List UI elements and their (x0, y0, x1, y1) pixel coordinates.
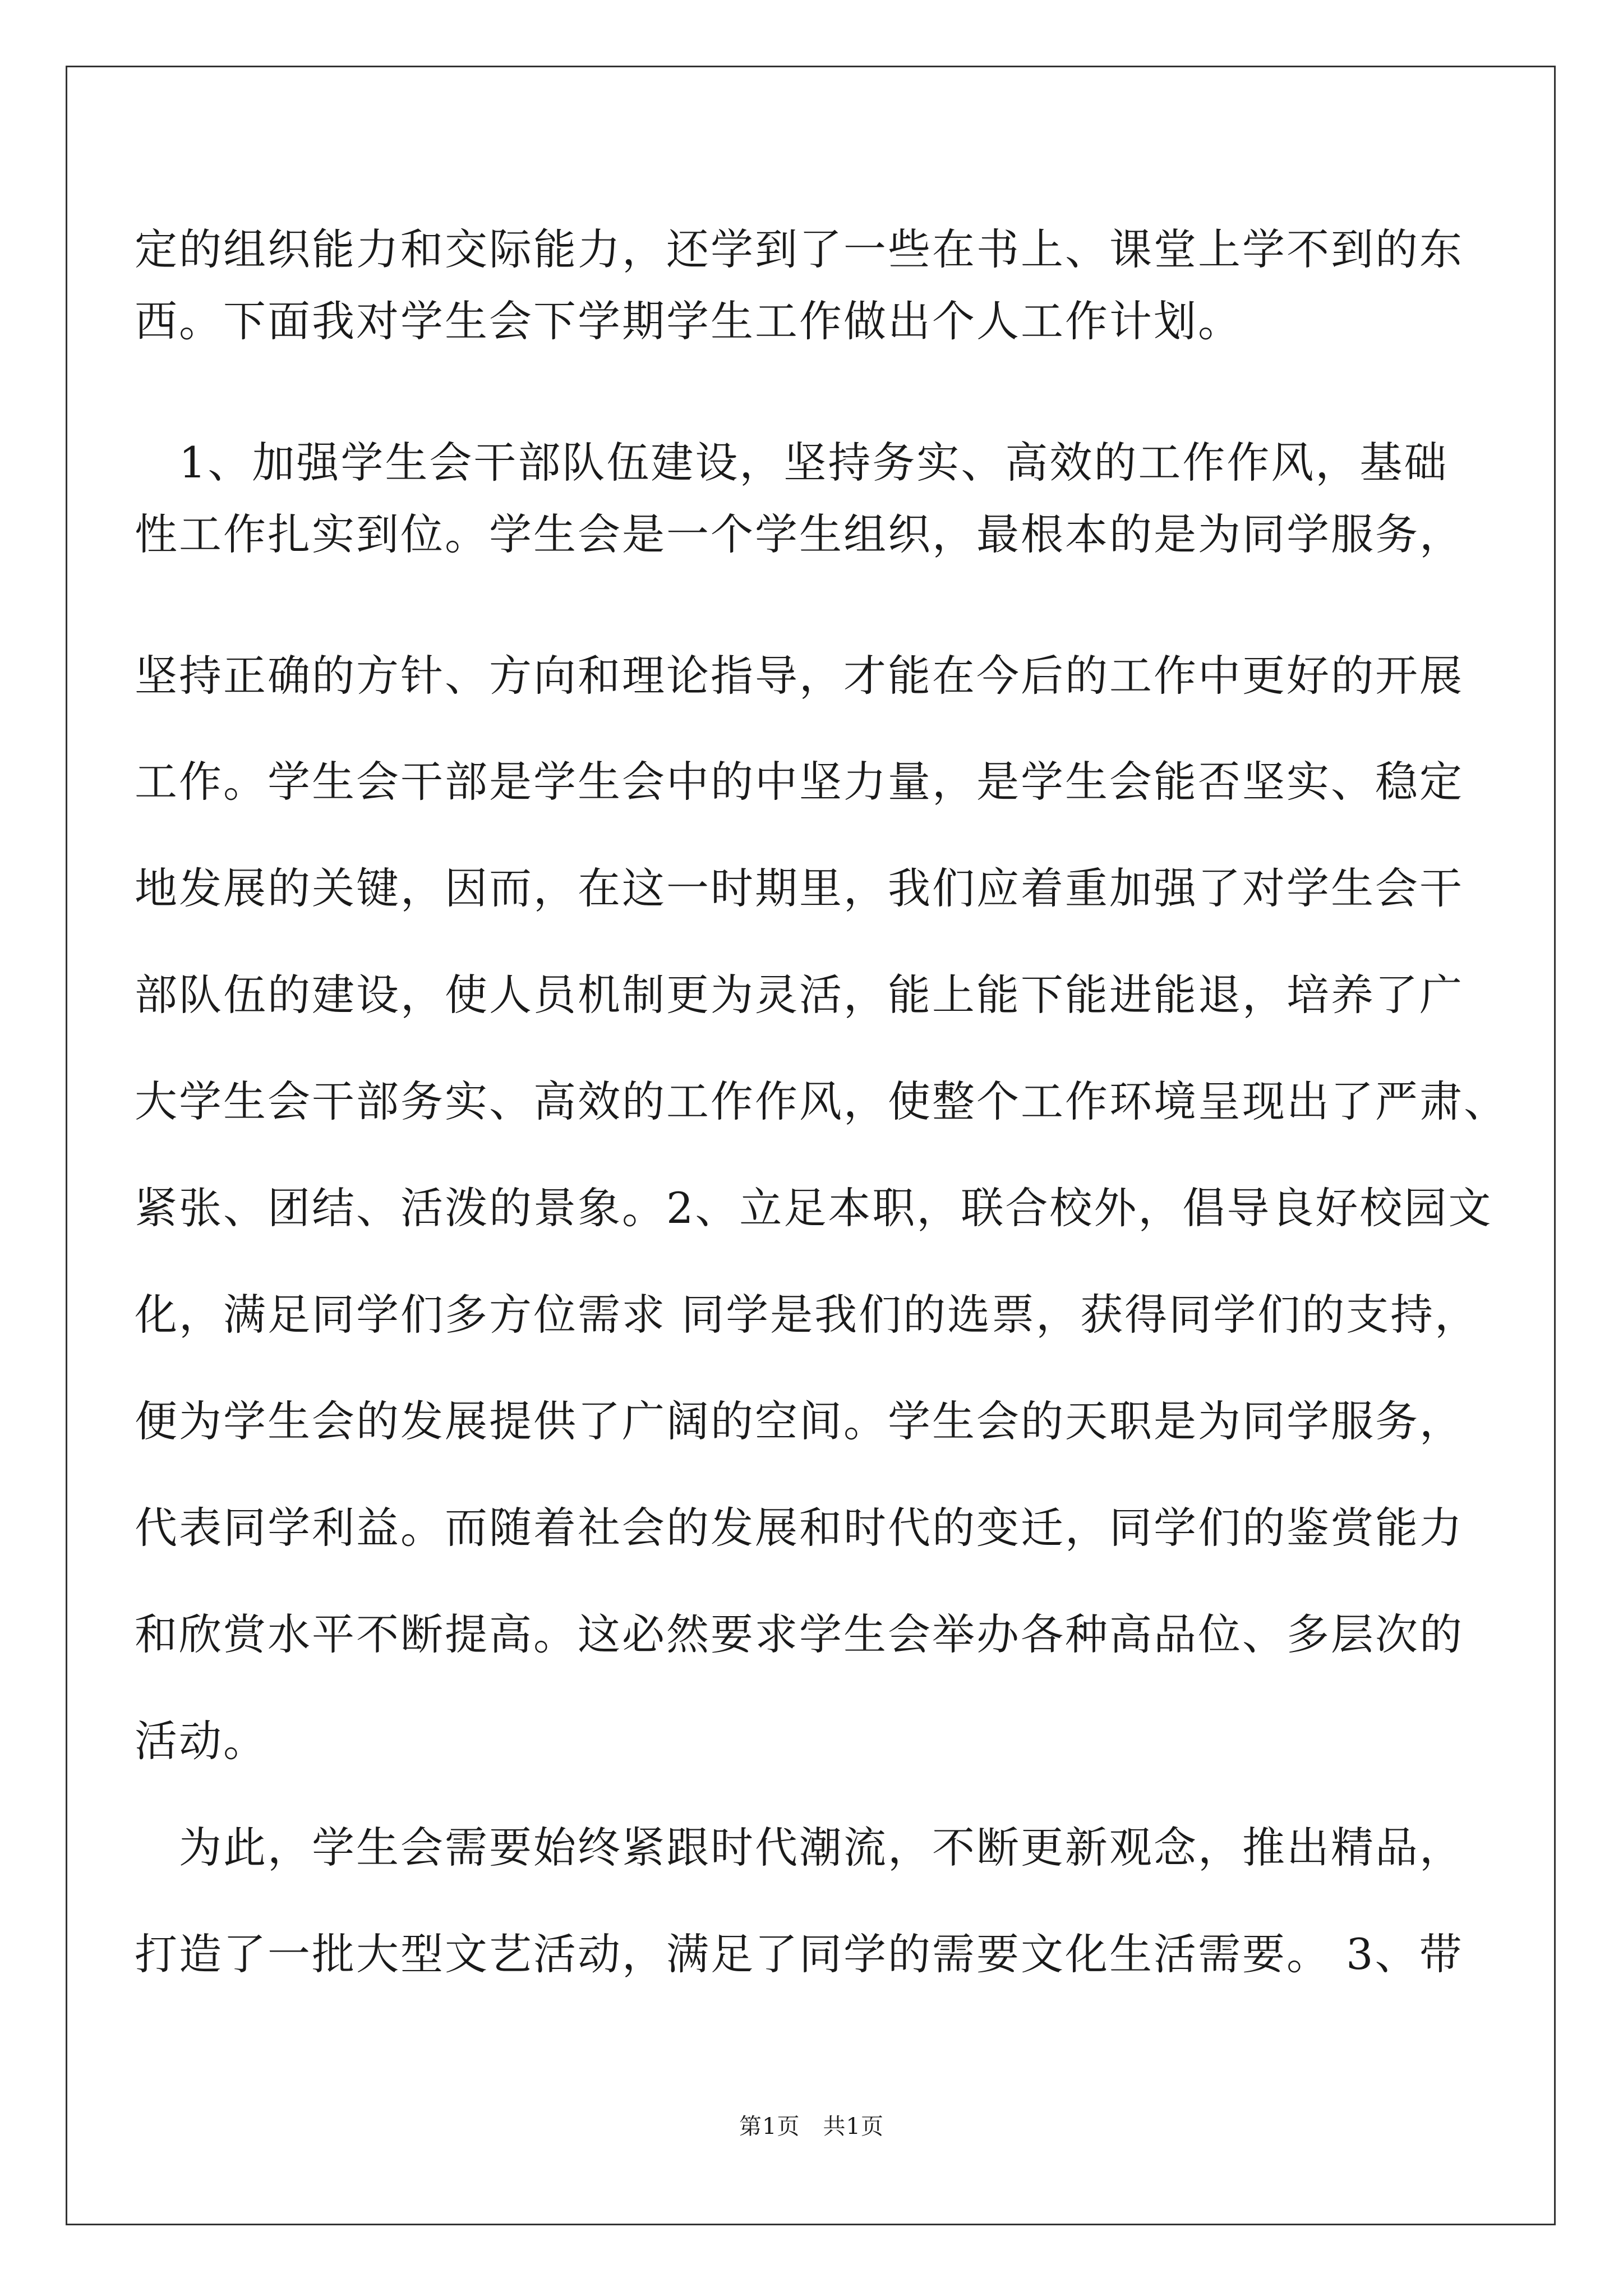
text-line: 大学生会干部务实、高效的工作作风，使整个工作环境呈现出了严肃、 (135, 1076, 1508, 1126)
text-line: 紧张、团结、活泼的景象。2、立足本职，联合校外，倡导良好校园文 (135, 1183, 1493, 1233)
text-line: 部队伍的建设，使人员机制更为灵活，能上能下能进能退，培养了广 (135, 970, 1464, 1020)
text-line: 和欣赏水平不断提高。这必然要求学生会举办各种高品位、多层次的 (135, 1609, 1464, 1659)
text-line: 地发展的关键，因而，在这一时期里，我们应着重加强了对学生会干 (135, 863, 1464, 913)
page-number: 第1页 共1页 (739, 2114, 884, 2139)
text-line: 代表同学利益。而随着社会的发展和时代的变迁，同学们的鉴赏能力 (135, 1503, 1464, 1553)
text-line: 化，满足同学们多方位需求 同学是我们的选票，获得同学们的支持， (135, 1290, 1479, 1340)
text-line: 坚持正确的方针、方向和理论指导，才能在今后的工作中更好的开展 (135, 651, 1464, 701)
text-line: 活动。 (135, 1716, 268, 1766)
text-line: 1、加强学生会干部队伍建设，坚持务实、高效的工作作风，基础 (135, 438, 1449, 487)
page-border (66, 66, 1556, 2225)
text-line: 为此，学生会需要始终紧跟时代潮流，不断更新观念，推出精品， (135, 1823, 1464, 1872)
text-line: 定的组织能力和交际能力，还学到了一些在书上、课堂上学不到的东 (135, 224, 1464, 274)
text-line: 便为学生会的发展提供了广阔的空间。学生会的天职是为同学服务， (135, 1396, 1464, 1446)
text-line: 性工作扎实到位。学生会是一个学生组织，最根本的是为同学服务， (135, 509, 1464, 559)
text-line: 打造了一批大型文艺活动，满足了同学的需要文化生活需要。 3、带 (135, 1929, 1464, 1979)
text-line: 西。下面我对学生会下学期学生工作做出个人工作计划。 (135, 296, 1242, 346)
text-line: 工作。学生会干部是学生会中的中坚力量，是学生会能否坚实、稳定 (135, 757, 1464, 807)
